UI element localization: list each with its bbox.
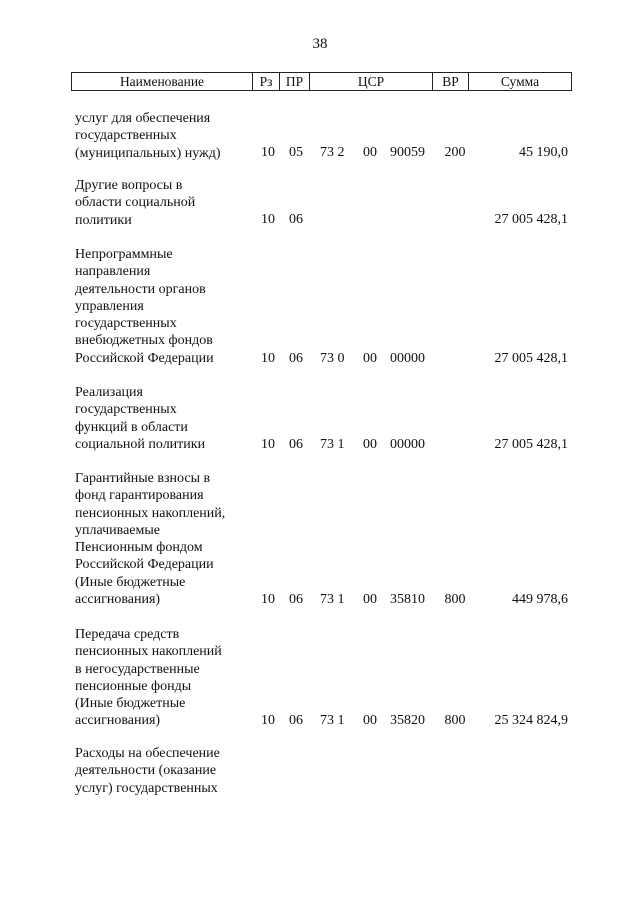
- row-rz: 10: [261, 592, 275, 607]
- row-pr: 06: [289, 713, 303, 728]
- row-name: Расходы на обеспечение деятельности (оказание услуг) государственных: [75, 746, 220, 796]
- row-vr: 800: [444, 592, 466, 607]
- header-name: Наименование: [119, 74, 205, 89]
- row-sum: 27 005 428,1: [494, 351, 568, 366]
- row-rz: 10: [261, 713, 275, 728]
- row-sum: 25 324 824,9: [494, 713, 568, 728]
- row-sum: 45 190,0: [519, 145, 568, 160]
- row-pr: 05: [289, 145, 303, 160]
- row-pr: 06: [289, 592, 303, 607]
- row-name: Непрограммные направления деятельности органов управления государственных внебюджетных фондов Российской Федерации: [75, 247, 214, 366]
- table-header: [71, 72, 572, 91]
- row-rz: 10: [261, 212, 275, 227]
- row-csr-direction: 00000: [390, 437, 425, 452]
- row-csr-sub: 00: [363, 592, 377, 607]
- row-name: Передача средств пенсионных накоплений в негосударственные пенсионные фонды (Иные бюджетные ассигнования): [75, 627, 222, 729]
- row-rz: 10: [261, 437, 275, 452]
- row-vr: 800: [444, 713, 466, 728]
- row-sum: 449 978,6: [512, 592, 568, 607]
- header-csr: ЦСР: [309, 73, 432, 90]
- row-csr-direction: 00000: [390, 351, 425, 366]
- row-csr-direction: 90059: [390, 145, 425, 160]
- header-rz: Рз: [252, 73, 279, 90]
- row-csr-direction: 35820: [390, 713, 425, 728]
- row-csr-sub: 00: [363, 351, 377, 366]
- row-csr-sub: 00: [363, 713, 377, 728]
- page-number: 38: [312, 36, 328, 52]
- row-csr-sub: 00: [363, 437, 377, 452]
- row-name: Гарантийные взносы в фонд гарантирования пенсионных накоплений, уплачиваемые Пенсионным фондом Российской Федерации (Иные бюджетные ассигнования): [75, 471, 226, 608]
- row-sum: 27 005 428,1: [494, 437, 568, 452]
- row-sum: 27 005 428,1: [494, 212, 568, 227]
- row-csr-sub: 00: [363, 145, 377, 160]
- row-csr-program: 73 0: [320, 351, 345, 366]
- row-name: Реализация государственных функций в области социальной политики: [75, 385, 206, 452]
- row-name: Другие вопросы в области социальной политики: [75, 178, 196, 228]
- row-rz: 10: [261, 351, 275, 366]
- header-sum: Сумма: [468, 73, 571, 90]
- row-csr-program: 73 2: [320, 145, 345, 160]
- row-name: услуг для обеспечения государственных (муниципальных) нужд): [75, 111, 221, 161]
- row-csr-program: 73 1: [320, 713, 345, 728]
- row-vr: 200: [444, 145, 466, 160]
- row-csr-program: 73 1: [320, 437, 345, 452]
- header-vr: ВР: [432, 73, 468, 90]
- row-csr-direction: 35810: [390, 592, 425, 607]
- row-pr: 06: [289, 437, 303, 452]
- row-pr: 06: [289, 351, 303, 366]
- row-pr: 06: [289, 212, 303, 227]
- header-pr: ПР: [279, 73, 309, 90]
- row-csr-program: 73 1: [320, 592, 345, 607]
- row-rz: 10: [261, 145, 275, 160]
